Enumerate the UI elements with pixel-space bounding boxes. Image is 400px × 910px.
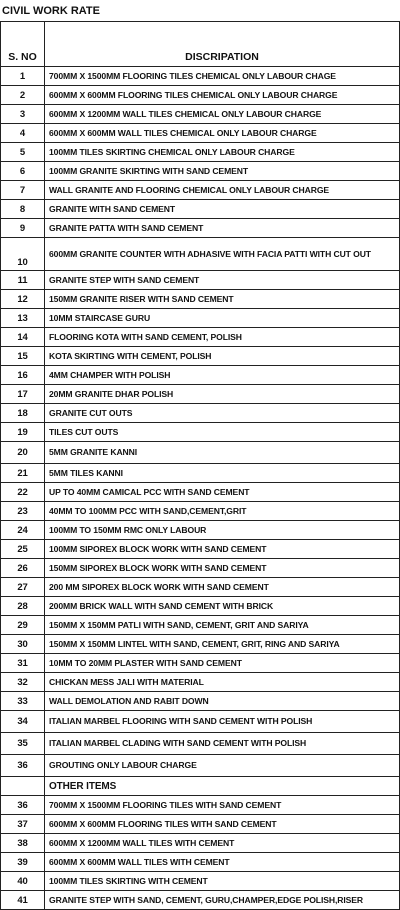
- serial-number-cell: 28: [1, 597, 45, 615]
- serial-number-cell: 32: [1, 673, 45, 691]
- serial-number-cell: 38: [1, 834, 45, 852]
- description-cell: 600MM X 1200MM WALL TILES CHEMICAL ONLY LABOUR CHARGE: [49, 108, 322, 119]
- table-row: [1, 578, 399, 597]
- table-row: [1, 366, 399, 385]
- serial-number-cell: 24: [1, 521, 45, 539]
- serial-number-cell: 37: [1, 815, 45, 833]
- description-cell: ITALIAN MARBEL FLOORING WITH SAND CEMENT WITH POLISH: [49, 716, 313, 726]
- table-row: [1, 796, 399, 815]
- serial-number-cell: 17: [1, 385, 45, 403]
- serial-number-cell: 33: [1, 692, 45, 710]
- rate-table: [0, 22, 400, 910]
- table-row: [1, 755, 399, 777]
- table-row: [1, 290, 399, 309]
- description-cell: 4MM CHAMPER WITH POLISH: [49, 369, 171, 380]
- table-row: [1, 309, 399, 328]
- table-row: [1, 162, 399, 181]
- serial-number-cell: 9: [1, 219, 45, 237]
- description-cell: 10MM STAIRCASE GURU: [49, 312, 151, 323]
- section-label: OTHER ITEMS: [49, 780, 117, 792]
- table-row: [1, 181, 399, 200]
- serial-number-cell: 10: [1, 238, 45, 270]
- table-row: [1, 347, 399, 366]
- table-row: [1, 616, 399, 635]
- serial-number-cell: 14: [1, 328, 45, 346]
- table-row: [1, 853, 399, 872]
- description-cell: GRANITE STEP WITH SAND CEMENT: [49, 274, 200, 285]
- table-row: [1, 733, 399, 755]
- description-cell: GRANITE CUT OUTS: [49, 407, 133, 418]
- table-row: [1, 328, 399, 347]
- serial-number-cell: 16: [1, 366, 45, 384]
- serial-number-cell: 3: [1, 105, 45, 123]
- description-cell: 150MM X 150MM LINTEL WITH SAND, CEMENT, GRIT, RING AND SARIYA: [49, 638, 340, 649]
- table-row: [1, 692, 399, 711]
- description-cell: 600MM X 600MM WALL TILES WITH CEMENT: [49, 856, 230, 867]
- table-row: [1, 143, 399, 162]
- serial-number-cell: 1: [1, 67, 45, 85]
- description-cell: 600MM X 600MM WALL TILES CHEMICAL ONLY LABOUR CHARGE: [49, 127, 317, 138]
- table-row: [1, 219, 399, 238]
- serial-number-cell: 12: [1, 290, 45, 308]
- serial-number-cell: 30: [1, 635, 45, 653]
- description-cell: 100MM SIPOREX BLOCK WORK WITH SAND CEMENT: [49, 543, 267, 554]
- serial-number-cell: 39: [1, 853, 45, 871]
- description-cell: GRANITE WITH SAND CEMENT: [49, 203, 176, 214]
- serial-number-cell: 11: [1, 271, 45, 289]
- serial-number-cell: 41: [1, 891, 45, 909]
- serial-number-cell: 18: [1, 404, 45, 422]
- table-row: [1, 559, 399, 578]
- serial-number-cell: 35: [1, 733, 45, 754]
- table-row: [1, 105, 399, 124]
- table-row: [1, 404, 399, 423]
- table-row: [1, 464, 399, 483]
- description-cell: ITALIAN MARBEL CLADING WITH SAND CEMENT WITH POLISH: [49, 738, 307, 748]
- table-row: [1, 891, 399, 910]
- serial-number-cell: 36: [1, 755, 45, 776]
- serial-number-cell: 20: [1, 442, 45, 463]
- description-cell: 5MM GRANITE KANNI: [49, 447, 138, 457]
- table-row: [1, 67, 399, 86]
- serial-number-cell: 34: [1, 711, 45, 732]
- description-cell: WALL DEMOLATION AND RABIT DOWN: [49, 695, 209, 706]
- serial-number-cell: 5: [1, 143, 45, 161]
- table-row: [1, 385, 399, 404]
- description-cell: 600MM X 600MM FLOORING TILES WITH SAND CEMENT: [49, 818, 277, 829]
- table-row: [1, 597, 399, 616]
- serial-number-cell: 7: [1, 181, 45, 199]
- description-cell: 600MM X 1200MM WALL TILES WITH CEMENT: [49, 837, 235, 848]
- serial-number-cell: 6: [1, 162, 45, 180]
- description-cell: 700MM X 1500MM FLOORING TILES WITH SAND CEMENT: [49, 799, 282, 810]
- serial-number-cell: 40: [1, 872, 45, 890]
- table-row: [1, 834, 399, 853]
- table-row: [1, 124, 399, 143]
- table-row: [1, 711, 399, 733]
- table-row: [1, 673, 399, 692]
- description-cell: UP TO 40MM CAMICAL PCC WITH SAND CEMENT: [49, 486, 250, 497]
- description-cell: 100MM GRANITE SKIRTING WITH SAND CEMENT: [49, 165, 249, 176]
- description-cell: 200 MM SIPOREX BLOCK WORK WITH SAND CEMENT: [49, 581, 269, 592]
- table-row: [1, 521, 399, 540]
- serial-number-cell: 25: [1, 540, 45, 558]
- section-row: [1, 777, 399, 796]
- description-cell: 10MM TO 20MM PLASTER WITH SAND CEMENT: [49, 657, 242, 668]
- description-cell: 5MM TILES KANNI: [49, 467, 123, 478]
- serial-number-cell: 2: [1, 86, 45, 104]
- serial-number-cell: 15: [1, 347, 45, 365]
- serial-number-cell: 36: [1, 796, 45, 814]
- table-row: [1, 654, 399, 673]
- serial-number-cell: 23: [1, 502, 45, 520]
- description-cell: 600MM X 600MM FLOORING TILES CHEMICAL ONLY LABOUR CHARGE: [49, 89, 338, 100]
- description-cell: 100MM TO 150MM RMC ONLY LABOUR: [49, 524, 207, 535]
- serial-number-cell: [1, 777, 45, 795]
- description-cell: 40MM TO 100MM PCC WITH SAND,CEMENT,GRIT: [49, 505, 247, 516]
- description-cell: 150MM GRANITE RISER WITH SAND CEMENT: [49, 293, 234, 304]
- table-row: [1, 238, 399, 271]
- table-row: [1, 86, 399, 105]
- description-cell: GROUTING ONLY LABOUR CHARGE: [49, 760, 197, 770]
- table-row: [1, 271, 399, 290]
- description-cell: GRANITE STEP WITH SAND, CEMENT, GURU,CHAMPER,EDGE POLISH,RISER: [49, 894, 364, 905]
- description-cell: 100MM TILES SKIRTING CHEMICAL ONLY LABOUR CHARGE: [49, 146, 295, 157]
- description-cell: 700MM X 1500MM FLOORING TILES CHEMICAL ONLY LABOUR CHAGE: [49, 70, 336, 81]
- serial-number-cell: 31: [1, 654, 45, 672]
- table-header: [1, 22, 399, 67]
- description-cell: KOTA SKIRTING WITH CEMENT, POLISH: [49, 350, 212, 361]
- description-cell: 600MM GRANITE COUNTER WITH ADHASIVE WITH FACIA PATTI WITH CUT OUT: [49, 248, 371, 259]
- description-cell: 150MM X 150MM PATLI WITH SAND, CEMENT, GRIT AND SARIYA: [49, 619, 309, 630]
- description-cell: TILES CUT OUTS: [49, 426, 119, 437]
- table-body: [1, 67, 399, 910]
- description-cell: 100MM TILES SKIRTING WITH CEMENT: [49, 875, 208, 886]
- description-cell: GRANITE PATTA WITH SAND CEMENT: [49, 222, 204, 233]
- serial-number-cell: 4: [1, 124, 45, 142]
- serial-number-cell: 22: [1, 483, 45, 501]
- serial-number-cell: 21: [1, 464, 45, 482]
- header-description: DISCRIPATION: [185, 51, 259, 63]
- description-cell: WALL GRANITE AND FLOORING CHEMICAL ONLY LABOUR CHARGE: [49, 184, 330, 195]
- serial-number-cell: 27: [1, 578, 45, 596]
- table-row: [1, 872, 399, 891]
- serial-number-cell: 8: [1, 200, 45, 218]
- serial-number-cell: 29: [1, 616, 45, 634]
- serial-number-cell: 19: [1, 423, 45, 441]
- table-row: [1, 540, 399, 559]
- sheet-title: CIVIL WORK RATE: [0, 0, 400, 22]
- table-row: [1, 502, 399, 521]
- description-cell: FLOORING KOTA WITH SAND CEMENT, POLISH: [49, 331, 242, 342]
- description-cell: 20MM GRANITE DHAR POLISH: [49, 388, 174, 399]
- serial-number-cell: 13: [1, 309, 45, 327]
- header-serial-number: S. NO: [1, 22, 45, 66]
- table-row: [1, 442, 399, 464]
- description-cell: CHICKAN MESS JALI WITH MATERIAL: [49, 676, 204, 687]
- serial-number-cell: 26: [1, 559, 45, 577]
- table-row: [1, 815, 399, 834]
- table-row: [1, 423, 399, 442]
- table-row: [1, 200, 399, 219]
- description-cell: 150MM SIPOREX BLOCK WORK WITH SAND CEMENT: [49, 562, 267, 573]
- table-row: [1, 483, 399, 502]
- description-cell: 200MM BRICK WALL WITH SAND CEMENT WITH BRICK: [49, 600, 274, 611]
- table-row: [1, 635, 399, 654]
